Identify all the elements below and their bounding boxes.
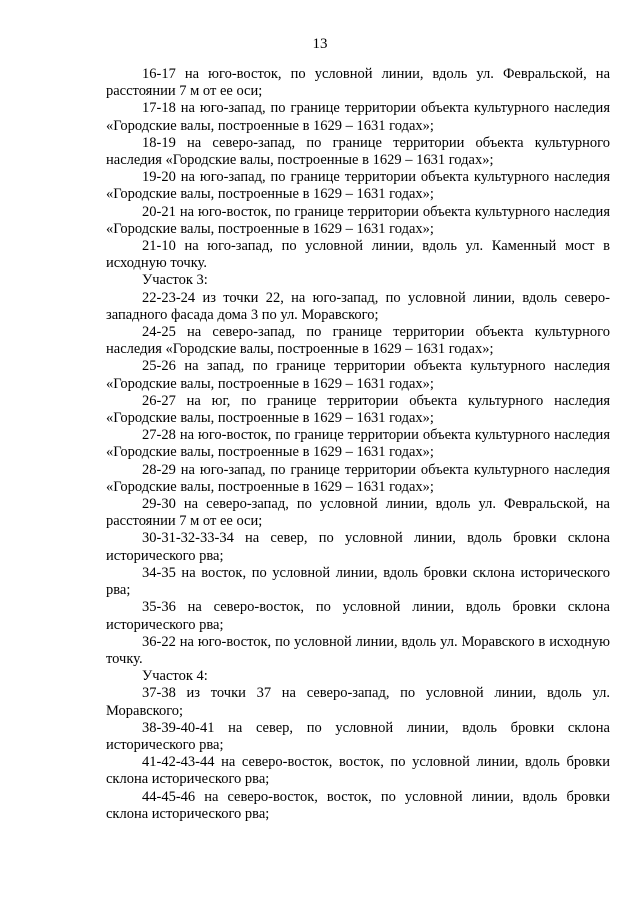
paragraph: 22-23-24 из точки 22, на юго-запад, по условной линии, вдоль северо-западного фасада дома 3 по ул. Моравского; (106, 289, 610, 323)
paragraph: 19-20 на юго-запад, по границе территории объекта культурного наследия «Городские валы, построенные в 1629 – 1631 годах»; (106, 169, 610, 203)
section-heading-plot-4: Участок 4: (142, 668, 208, 685)
paragraph: 29-30 на северо-запад, по условной линии, вдоль ул. Февральской, на расстоянии 7 м от ее оси; (106, 496, 610, 530)
paragraph: 30-31-32-33-34 на север, по условной линии, вдоль бровки склона исторического рва; (106, 530, 610, 564)
paragraph: 18-19 на северо-запад, по границе территории объекта культурного наследия «Городские валы, построенные в 1629 – 1631 годах»; (106, 134, 610, 169)
section-heading-plot-3: Участок 3: (142, 272, 208, 289)
paragraph: 41-42-43-44 на северо-восток, восток, по условной линии, вдоль бровки склона исторического рва; (106, 754, 610, 788)
paragraph: 35-36 на северо-восток, по условной линии, вдоль бровки склона исторического рва; (106, 599, 610, 633)
paragraph: 44-45-46 на северо-восток, восток, по условной линии, вдоль бровки склона исторического рва; (106, 788, 610, 822)
paragraph: 26-27 на юг, по границе территории объекта культурного наследия «Городские валы, построенные в 1629 – 1631 годах»; (106, 392, 610, 427)
paragraph: 28-29 на юго-запад, по границе территории объекта культурного наследия «Городские валы, построенные в 1629 – 1631 годах»; (106, 461, 610, 495)
paragraph: 34-35 на восток, по условной линии, вдоль бровки склона исторического рва; (106, 564, 610, 599)
paragraph: 38-39-40-41 на север, по условной линии, вдоль бровки склона исторического рва; (106, 719, 610, 753)
document-body (106, 66, 610, 823)
paragraph: 20-21 на юго-восток, по границе территории объекта культурного наследия «Городские валы, построенные в 1629 – 1631 годах»; (106, 203, 610, 237)
paragraph: 27-28 на юго-восток, по границе территории объекта культурного наследия «Городские валы, построенные в 1629 – 1631 годах»; (106, 427, 610, 461)
paragraph: 17-18 на юго-запад, по границе территории объекта культурного наследия «Городские валы, построенные в 1629 – 1631 годах»; (106, 100, 610, 134)
paragraph: 21-10 на юго-запад, по условной линии, вдоль ул. Каменный мост в исходную точку. (106, 238, 610, 272)
paragraph: 16-17 на юго-восток, по условной линии, вдоль ул. Февральской, на расстоянии 7 м от ее оси; (106, 66, 610, 100)
paragraph: 36-22 на юго-восток, по условной линии, вдоль ул. Моравского в исходную точку. (106, 633, 610, 667)
paragraph: 24-25 на северо-запад, по границе территории объекта культурного наследия «Городские валы, построенные в 1629 – 1631 годах»; (106, 324, 610, 358)
paragraph: 25-26 на запад, по границе территории объекта культурного наследия «Городские валы, построенные в 1629 – 1631 годах»; (106, 358, 610, 392)
paragraph: 37-38 из точки 37 на северо-запад, по условной линии, вдоль ул. Моравского; (106, 685, 610, 719)
page-number: 13 (312, 36, 328, 52)
